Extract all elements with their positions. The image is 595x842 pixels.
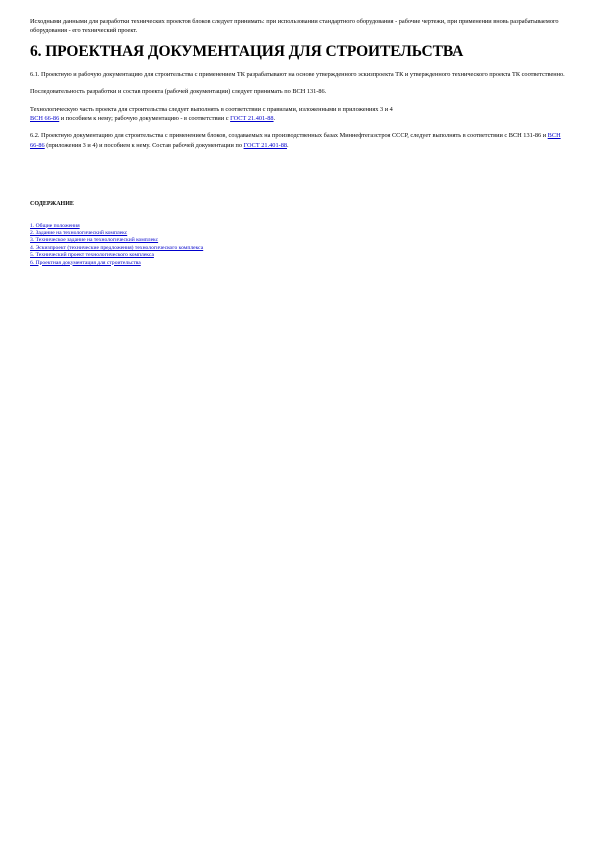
paragraph-text: 6.2. Проектную документацию для строительства с применением блоков, создаваемых на производственных базах Миннефтегазстроя СССР, следует выполнять в соответствии с ВСН 131-86 и xyxy=(30,132,548,140)
toc-item-project-documentation[interactable]: 6. Проектная документация для строительства xyxy=(30,259,141,266)
paragraph-text: . xyxy=(287,141,289,149)
paragraph-6-2 xyxy=(30,131,568,150)
paragraph-technological-part xyxy=(30,105,568,124)
link-gost-21-401-88[interactable]: ГОСТ 21.401-88 xyxy=(230,115,274,123)
paragraph-sequence: Последовательность разработки и состав проекта (рабочей документации) следует принимать по ВСН 131-86. xyxy=(30,88,327,96)
intro-paragraph: Исходными данными для разработки технических проектов блоков следует принимать: при использовании стандартного оборудования - рабочие чертежи, при применении вновь разрабатываемого оборудования - его технический проект. xyxy=(30,18,559,35)
spacer xyxy=(30,158,568,200)
paragraph-text: Технологическую часть проекта для строительства следует выполнять в соответствии с правилами, изложенными в приложениях 3 и 4 xyxy=(30,105,393,113)
toc-item-technical-assignment[interactable]: 3. Техническое задание на технологический комплекс xyxy=(30,237,159,244)
paragraph-text: . xyxy=(273,115,276,123)
toc-item-assignment[interactable]: 2. Задание на технологический комплекс xyxy=(30,230,128,237)
toc-item-technical-project[interactable]: 5. Технический проект технологического комплекса xyxy=(30,252,154,259)
document-page xyxy=(30,17,568,267)
toc-title: СОДЕРЖАНИЕ xyxy=(30,201,74,208)
toc-item-sketch-project[interactable]: 4. Эскизпроект (технические предложения) технологического комплекса xyxy=(30,244,204,251)
link-gost-21-401-88[interactable]: ГОСТ 21.401-88 xyxy=(243,141,287,149)
section-title: 6. ПРОЕКТНАЯ ДОКУМЕНТАЦИЯ ДЛЯ СТРОИТЕЛЬСТВА xyxy=(30,42,464,60)
toc-list xyxy=(30,223,568,267)
link-vsn-66-86[interactable]: ВСН 66-86 xyxy=(30,132,561,149)
toc-item-general-provisions[interactable]: 1. Общие положения xyxy=(30,222,80,229)
paragraph-6-1: 6.1. Проектную и рабочую документацию для строительства с применением ТК разрабатывают на основе утвержденного эскизпроекта ТК и утвержденного технического проекта ТК соответственно. xyxy=(30,70,565,78)
paragraph-text: (приложения 3 и 4) и пособием к нему. Состав рабочей документации по xyxy=(44,141,244,149)
link-vsn-66-86[interactable]: ВСН 66-86 xyxy=(30,115,60,123)
paragraph-text: и пособием к нему; рабочую документацию - в соответствии с xyxy=(59,115,231,123)
